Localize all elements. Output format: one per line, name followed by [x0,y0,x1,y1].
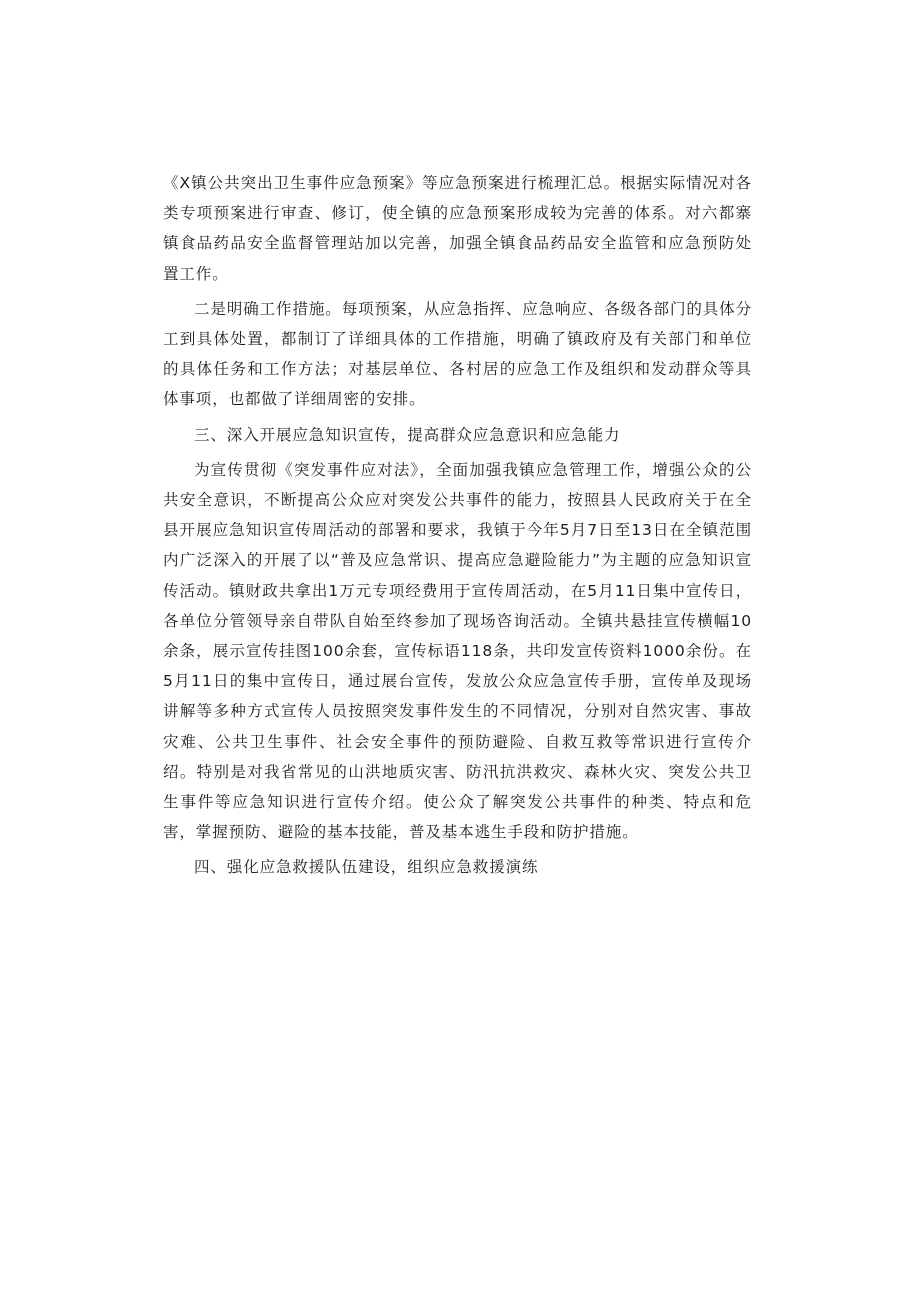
section-heading-4: 四、强化应急救援队伍建设，组织应急救援演练 [194,858,539,877]
paragraph-plan-summary: 《X镇公共突出卫生事件应急预案》等应急预案进行梳理汇总。根据实际情况对各类专项预案进行审查、修订，使全镇的应急预案形成较为完善的体系。对六都寨镇食品药品安全监督管理站加以完善，加强全镇食品药品安全监管和应急预防处置工作。 [163,174,752,283]
document-body [163,168,752,888]
paragraph-work-measures: 二是明确工作措施。每项预案，从应急指挥、应急响应、各级各部门的具体分工到具体处置，都制订了详细具体的工作措施，明确了镇政府及有关部门和单位的具体任务和工作方法；对基层单位、各村居的应急工作及组织和发动群众等具体事项，也都做了详细周密的安排。 [163,299,752,409]
paragraph-knowledge-publicity: 为宣传贯彻《突发事件应对法》，全面加强我镇应急管理工作，增强公众的公共安全意识，不断提高公众应对突发公共事件的能力，按照县人民政府关于在全县开展应急知识宣传周活动的部署和要求，我镇于今年5月7日至13日在全镇范围内广泛深入的开展了以“普及应急常识、提高应急避险能力”为主题的应急知识宣传活动。镇财政共拿出1万元专项经费用于宣传周活动，在5月11日集中宣传日，各单位分管领导亲自带队自始至终参加了现场咨询活动。全镇共悬挂宣传横幅10余条，展示宣传挂图100余套，宣传标语118条，共印发宣传资料1000余份。在5月11日的集中宣传日，通过展台宣传，发放公众应急宣传手册，宣传单及现场讲解等多种方式宣传人员按照突发事件发生的不同情况，分别对自然灾害、事故灾难、公共卫生事件、社会安全事件的预防避险、自救互救等常识进行宣传介绍。特别是对我省常见的山洪地质灾害、防汛抗洪救灾、森林火灾、突发公共卫生事件等应急知识进行宣传介绍。使公众了解突发公共事件的种类、特点和危害，掌握预防、避险的基本技能，普及基本逃生手段和防护措施。 [163,460,752,842]
section-heading-3: 三、深入开展应急知识宣传，提高群众应急意识和应急能力 [194,425,621,444]
